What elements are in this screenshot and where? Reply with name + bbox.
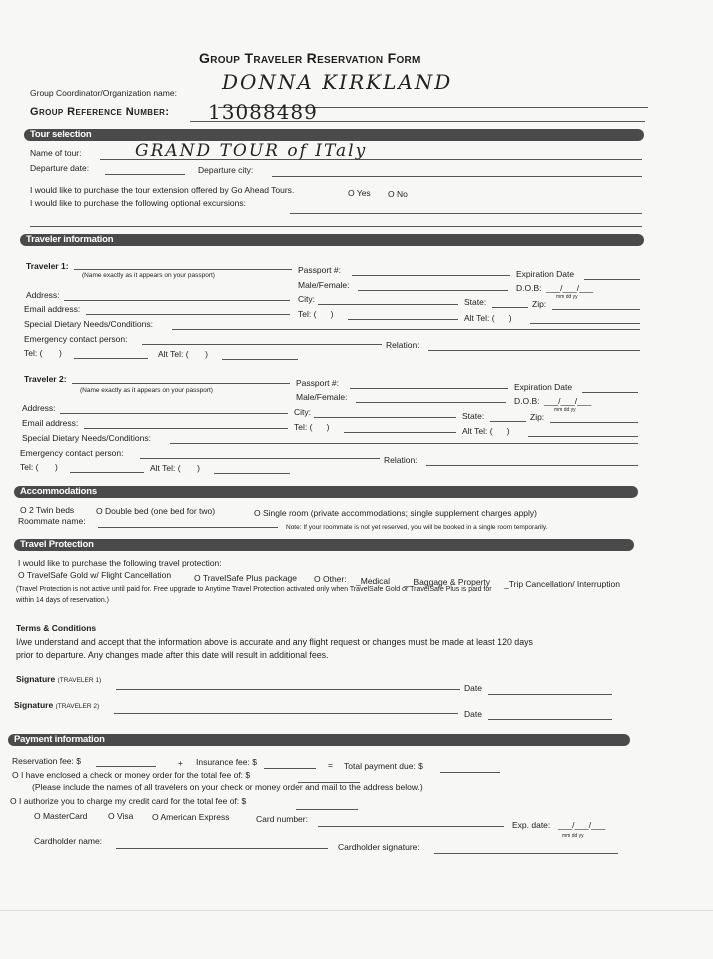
traveler-1-tel-label: Tel: ( ) (298, 309, 334, 319)
traveler-1-relation-label: Relation: (386, 340, 420, 350)
traveler-1-city-label: City: (298, 294, 315, 304)
signature-2-date-line[interactable] (488, 719, 612, 720)
exp-date-label: Exp. date: (512, 820, 551, 830)
traveler-1-bottom-tel-line[interactable] (74, 358, 148, 359)
traveler-2-emergency-label: Emergency contact person: (20, 448, 124, 458)
departure-date-line[interactable] (105, 174, 185, 175)
signature-1-label: Signature (TRAVELER 1) (16, 674, 102, 684)
traveler-2-dob-label: D.O.B: (514, 396, 540, 406)
traveler-2-emergency-line[interactable] (140, 458, 380, 459)
traveler-1-city-line[interactable] (318, 304, 458, 305)
protection-other-radio[interactable]: O Other: (314, 574, 347, 584)
traveler-2-zip-label: Zip: (530, 412, 545, 422)
excursions-line-2[interactable] (30, 226, 642, 227)
traveler-1-dietary-line[interactable] (172, 329, 640, 330)
traveler-2-alt-tel-label: Alt Tel: ( ) (462, 426, 510, 436)
traveler-2-expiration-label: Expiration Date (514, 382, 573, 392)
check-radio[interactable]: O I have enclosed a check or money order for the total fee of: $ (12, 770, 251, 780)
traveler-1-email-label: Email address: (24, 304, 81, 314)
total-due-label: Total payment due: $ (344, 761, 423, 771)
traveler-2-name-hint: (Name exactly as it appears on your passport) (80, 387, 213, 394)
twin-beds-radio[interactable]: O 2 Twin beds (20, 505, 75, 515)
excursions-line-1[interactable] (290, 213, 642, 214)
traveler-1-bottom-alt-tel-line[interactable] (222, 359, 298, 360)
traveler-2-relation-label: Relation: (384, 455, 418, 465)
traveler-2-bottom-alt-tel-line[interactable] (214, 473, 290, 474)
traveler-2-address-line[interactable] (60, 413, 288, 414)
traveler-2-city-label: City: (294, 407, 311, 417)
departure-city-line[interactable] (272, 176, 642, 177)
traveler-2-email-label: Email address: (22, 418, 79, 428)
traveler-1-dob-hint: mm dd yy (556, 294, 578, 300)
equals-sign: = (328, 760, 333, 770)
traveler-2-passport-label: Passport #: (296, 378, 339, 388)
terms-line-2: prior to departure. Any changes made after this date will result in additional fees. (16, 650, 329, 660)
traveler-1-gender-line[interactable] (358, 290, 508, 291)
single-room-radio[interactable]: O Single room (private accommodations; single supplement charges apply) (254, 508, 537, 518)
protection-fine-print-2: within 14 days of reservation.) (16, 597, 109, 604)
traveler-2-bottom-alt-tel-label: Alt Tel: ( ) (150, 463, 200, 473)
traveler-2-zip-line[interactable] (550, 422, 638, 423)
insurance-fee-line[interactable] (264, 768, 316, 769)
plus-sign: + (178, 758, 183, 768)
traveler-1-passport-label: Passport #: (298, 265, 341, 275)
exp-date-field[interactable]: ___/___/___ (558, 820, 606, 830)
traveler-1-alt-tel-label: Alt Tel: ( ) (464, 313, 512, 323)
coordinator-label: Group Coordinator/Organization name: (30, 88, 177, 98)
tour-selection-header: Tour selection (24, 129, 644, 141)
roommate-note: Note: If your roommate is not yet reserved, you will be booked in a single room temporarily. (286, 524, 548, 531)
protection-baggage-option[interactable]: __Baggage & Property (404, 577, 491, 587)
traveler-1-alt-tel-line[interactable] (530, 323, 640, 324)
signature-2-date-label: Date (464, 709, 482, 719)
visa-radio[interactable]: O Visa (108, 811, 134, 821)
traveler-1-name-hint: (Name exactly as it appears on your passport) (82, 272, 215, 279)
protection-trip-cancellation-option[interactable]: _Trip Cancellation/ Interruption (504, 579, 620, 589)
mastercard-radio[interactable]: O MasterCard (34, 811, 88, 821)
traveler-1-name-line[interactable] (74, 269, 292, 270)
traveler-1-address-label: Address: (26, 290, 60, 300)
card-number-line[interactable] (318, 826, 504, 827)
traveler-1-emergency-label: Emergency contact person: (24, 334, 128, 344)
traveler-1-state-label: State: (464, 297, 487, 307)
signature-1-date-label: Date (464, 683, 482, 693)
traveler-2-dietary-label: Special Dietary Needs/Conditions: (22, 433, 151, 443)
traveler-2-state-label: State: (462, 411, 485, 421)
traveler-2-passport-line[interactable] (350, 388, 508, 389)
amex-radio[interactable]: O American Express (152, 812, 230, 822)
traveler-2-alt-tel-line[interactable] (528, 436, 638, 437)
scan-edge (0, 910, 713, 911)
protection-intro: I would like to purchase the following travel protection: (18, 558, 222, 568)
signature-1-date-line[interactable] (488, 694, 612, 695)
check-note: (Please include the names of all travelers on your check or money order and mail to the address below.) (32, 782, 423, 792)
traveler-2-address-label: Address: (22, 403, 56, 413)
signature-1-line[interactable] (116, 689, 460, 690)
departure-date-label: Departure date: (30, 163, 90, 173)
accommodations-header: Accommodations (14, 486, 638, 498)
extension-text: I would like to purchase the tour extension offered by Go Ahead Tours. (30, 185, 295, 195)
authorize-amount-line[interactable] (296, 809, 358, 810)
traveler-1-passport-line[interactable] (352, 275, 510, 276)
traveler-2-dietary-line[interactable] (170, 443, 638, 444)
traveler-2-expiration-line[interactable] (582, 392, 638, 393)
traveler-2-dob-field[interactable]: ___/___/___ (544, 396, 592, 406)
traveler-2-tel-label: Tel: ( ) (294, 422, 330, 432)
reference-handwritten: 13088489 (208, 100, 318, 124)
protection-medical-option[interactable]: _Medical (356, 576, 391, 586)
authorize-card-radio[interactable]: O I authorize you to charge my credit card for the total fee of: $ (10, 796, 247, 806)
card-number-label: Card number: (256, 814, 308, 824)
terms-header: Terms & Conditions (16, 623, 97, 633)
traveler-2-city-line[interactable] (314, 417, 456, 418)
extension-no-radio[interactable]: O No (388, 189, 408, 199)
double-bed-radio[interactable]: O Double bed (one bed for two) (96, 506, 216, 516)
cardholder-name-line[interactable] (116, 848, 328, 849)
reservation-fee-line[interactable] (96, 766, 156, 767)
travelsafe-plus-radio[interactable]: O TravelSafe Plus package (194, 573, 298, 583)
traveler-2-email-line[interactable] (84, 428, 288, 429)
traveler-1-state-line[interactable] (492, 307, 528, 308)
traveler-2-relation-line[interactable] (426, 465, 638, 466)
exp-date-hint: mm dd yy (562, 833, 584, 839)
traveler-1-relation-line[interactable] (428, 350, 640, 351)
signature-2-label: Signature (TRAVELER 2) (14, 700, 100, 710)
traveler-2-gender-label: Male/Female: (296, 392, 348, 402)
signature-2-line[interactable] (114, 713, 458, 714)
traveler-2-tel-line[interactable] (344, 432, 456, 433)
traveler-1-dob-label: D.O.B: (516, 283, 542, 293)
traveler-1-expiration-line[interactable] (584, 279, 640, 280)
traveler-1-zip-label: Zip: (532, 299, 547, 309)
roommate-label: Roommate name: (18, 516, 86, 526)
traveler-2-bottom-tel-label: Tel: ( ) (20, 462, 58, 472)
departure-city-label: Departure city: (198, 165, 254, 175)
traveler-1-label: Traveler 1: (26, 261, 69, 271)
traveler-1-address-line[interactable] (64, 300, 290, 301)
cardholder-signature-line[interactable] (434, 853, 618, 854)
traveler-1-bottom-tel-label: Tel: ( ) (24, 348, 62, 358)
insurance-fee-label: Insurance fee: $ (196, 757, 257, 767)
cardholder-name-label: Cardholder name: (34, 836, 103, 846)
travel-protection-header: Travel Protection (14, 539, 634, 551)
traveler-1-email-line[interactable] (86, 314, 290, 315)
traveler-1-dob-field[interactable]: ___/___/___ (546, 283, 594, 293)
traveler-2-gender-line[interactable] (356, 402, 506, 403)
total-due-line[interactable] (440, 772, 500, 773)
traveler-2-bottom-tel-line[interactable] (70, 472, 144, 473)
payment-info-header: Payment information (8, 734, 630, 746)
extension-yes-radio[interactable]: O Yes (348, 188, 371, 198)
reservation-fee-label: Reservation fee: $ (12, 756, 81, 766)
traveler-1-dietary-label: Special Dietary Needs/Conditions: (24, 319, 153, 329)
form-title: Group Traveler Reservation Form (199, 50, 421, 66)
traveler-info-header: Traveler information (20, 234, 644, 246)
coordinator-handwritten: DONNA KIRKLAND (222, 70, 453, 94)
traveler-2-state-line[interactable] (490, 421, 526, 422)
traveler-1-tel-line[interactable] (348, 319, 458, 320)
traveler-2-name-line[interactable] (72, 383, 290, 384)
excursions-text: I would like to purchase the following optional excursions: (30, 198, 246, 208)
tour-name-label: Name of tour: (30, 148, 82, 158)
traveler-1-bottom-alt-tel-label: Alt Tel: ( ) (158, 349, 208, 359)
reference-label: Group Reference Number: (30, 106, 170, 118)
traveler-1-zip-line[interactable] (552, 309, 640, 310)
traveler-1-expiration-label: Expiration Date (516, 269, 575, 279)
roommate-line[interactable] (98, 527, 278, 528)
traveler-2-label: Traveler 2: (24, 374, 67, 384)
protection-fine-print-1: (Travel Protection is not active until paid for. Free upgrade to Anytime Travel Protection activated only when TravelSafe Gold or TravelSafe Plus is paid for (16, 586, 492, 593)
traveler-2-dob-hint: mm dd yy (554, 407, 576, 413)
terms-line-1: I/we understand and accept that the information above is accurate and any flight request or changes must be made at least 120 days (16, 637, 533, 647)
tour-name-handwritten: GRAND TOUR of ITaly (135, 141, 368, 161)
traveler-1-emergency-line[interactable] (142, 344, 382, 345)
cardholder-signature-label: Cardholder signature: (338, 842, 420, 852)
travelsafe-gold-radio[interactable]: O TravelSafe Gold w/ Flight Cancellation (18, 570, 172, 580)
traveler-1-gender-label: Male/Female: (298, 280, 350, 290)
